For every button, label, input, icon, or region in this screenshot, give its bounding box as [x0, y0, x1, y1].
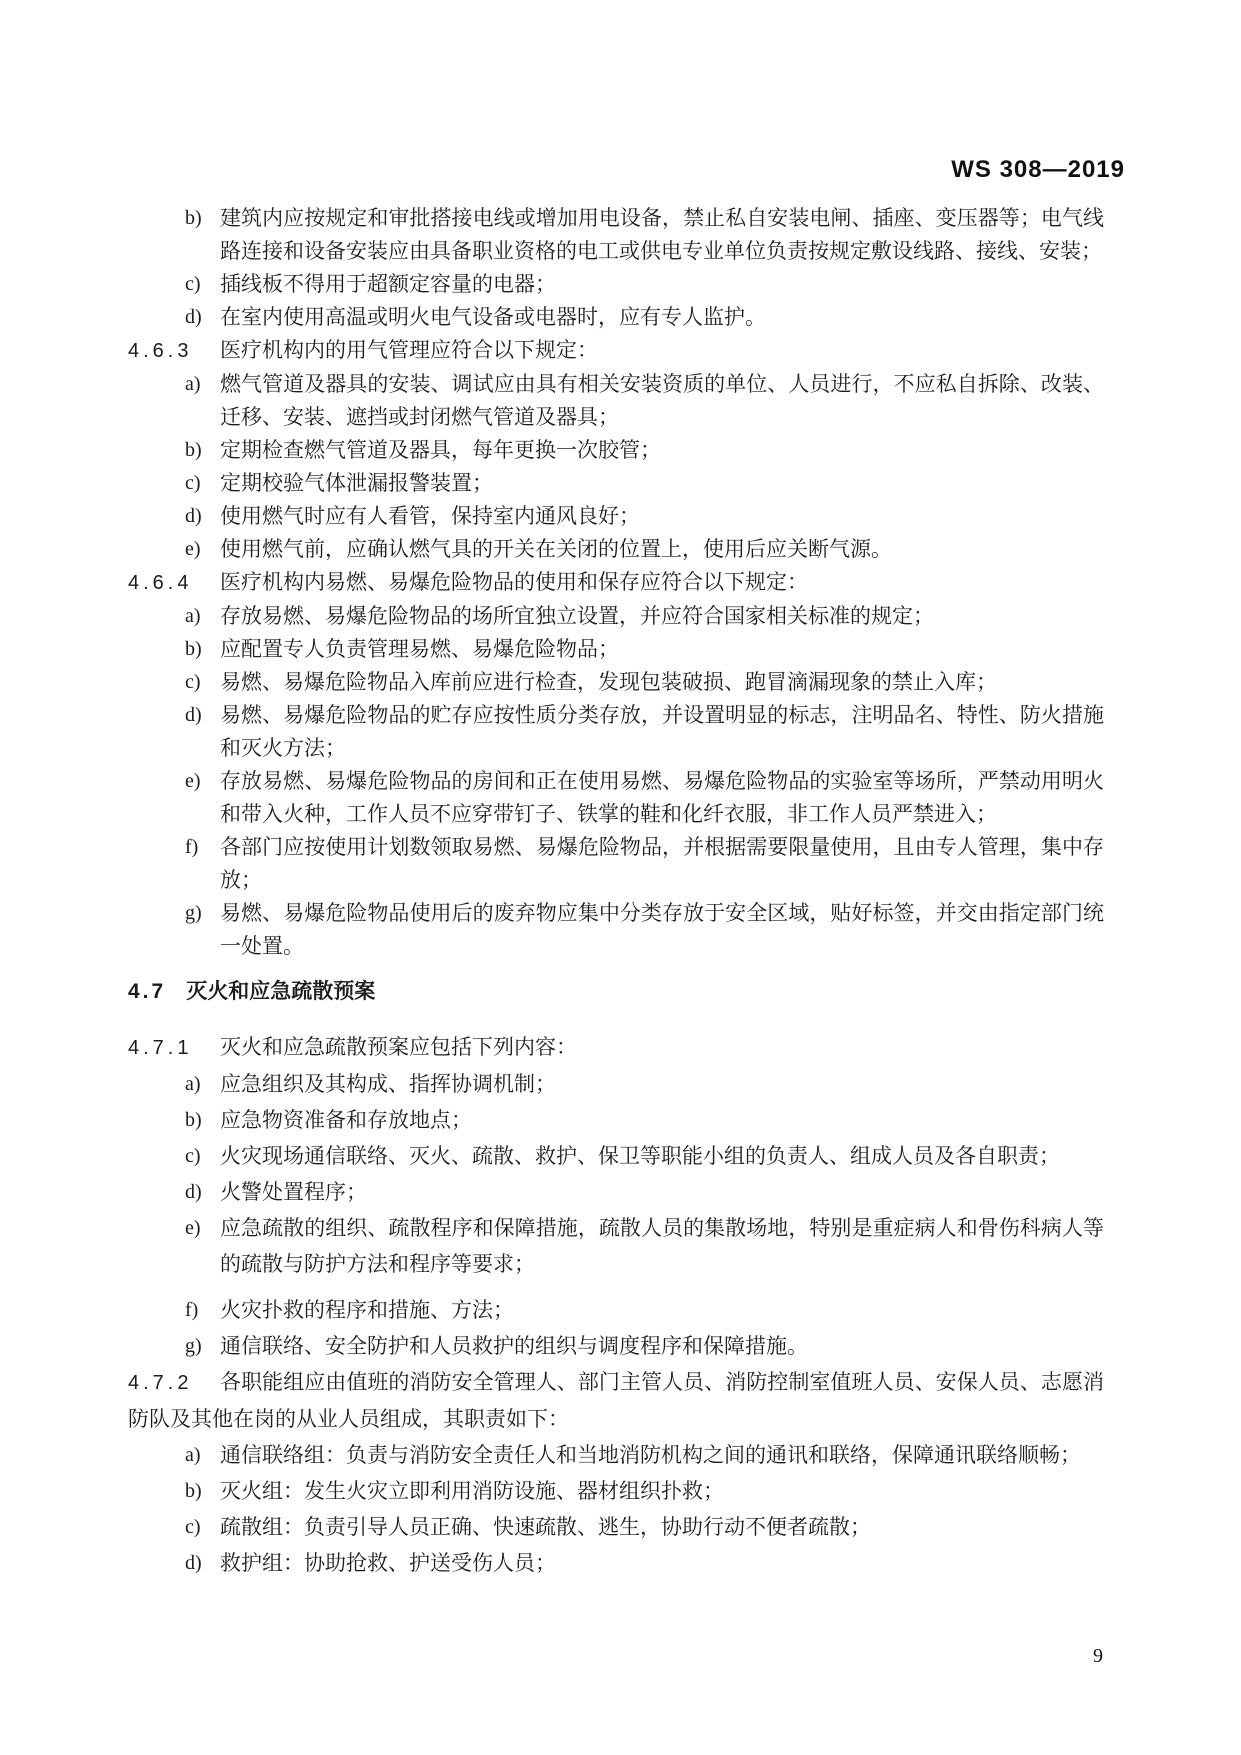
- list-item-label: a): [185, 373, 201, 395]
- list-item: [185, 268, 1104, 301]
- list-item-label: b): [185, 638, 202, 660]
- list-item-text: 使用燃气前，应确认燃气具的开关在关闭的位置上，使用后应关断气源。: [220, 537, 892, 561]
- list-item-text: 应配置专人负责管理易燃、易爆危险物品；: [220, 637, 619, 661]
- section-heading: [128, 974, 1104, 1010]
- list-item-label: g): [185, 1335, 202, 1357]
- clause-number: 4.6.3: [128, 340, 193, 362]
- list-item: [185, 1545, 1104, 1581]
- list-item-text: 易燃、易爆危险物品的贮存应按性质分类存放，并设置明显的标志，注明品名、特性、防火措施和灭火方法；: [220, 703, 1104, 760]
- list-item-text: 存放易燃、易爆危险物品的房间和正在使用易燃、易爆危险物品的实验室等场所，严禁动用明火和带入火种，工作人员不应穿带钉子、铁掌的鞋和化纤衣服，非工作人员严禁进入；: [220, 769, 1104, 826]
- list-item-text: 易燃、易爆危险物品使用后的废弃物应集中分类存放于安全区域，贴好标签，并交由指定部门统一处置。: [220, 901, 1104, 958]
- section-heading-text: 灭火和应急疏散预案: [186, 980, 376, 1003]
- doc-code: WS 308—2019: [951, 156, 1125, 183]
- clause-paragraph: [128, 566, 1104, 600]
- clause-paragraph: [128, 1364, 1104, 1437]
- list-item: [185, 765, 1104, 831]
- list-item-label: c): [185, 671, 201, 693]
- list-item-label: a): [185, 1444, 201, 1466]
- list-item-label: f): [185, 836, 199, 858]
- content-area: [128, 202, 1104, 1581]
- list-item: [185, 1066, 1104, 1102]
- list-item: [185, 1473, 1104, 1509]
- list-item-text: 建筑内应按规定和审批搭接电线或增加用电设备，禁止私自安装电闸、插座、变压器等；电气线路连接和设备安装应由具备职业资格的电工或供电专业单位负责按规定敷设线路、接线、安装；: [220, 206, 1104, 263]
- list-item-text: 火灾扑救的程序和措施、方法；: [220, 1298, 514, 1322]
- list-item-text: 存放易燃、易爆危险物品的场所宜独立设置，并应符合国家相关标准的规定；: [220, 604, 934, 628]
- list-item-label: b): [185, 1109, 202, 1131]
- list-item-label: d): [185, 704, 202, 726]
- list-item-label: e): [185, 770, 201, 792]
- list-item-label: d): [185, 1552, 202, 1574]
- list-item-text: 通信联络、安全防护和人员救护的组织与调度程序和保障措施。: [220, 1334, 808, 1358]
- list-item-label: c): [185, 273, 201, 295]
- list-item-label: b): [185, 439, 202, 461]
- clause-paragraph: [128, 1029, 1104, 1066]
- list-item: [185, 467, 1104, 500]
- list-item-text: 救护组：协助抢救、护送受伤人员；: [220, 1551, 556, 1575]
- list-item-label: c): [185, 472, 201, 494]
- list-item-text: 定期校验气体泄漏报警装置；: [220, 471, 493, 495]
- clause-number: 4.7.2: [128, 1372, 193, 1394]
- list-item: [185, 1437, 1104, 1473]
- clause-text: 医疗机构内的用气管理应符合以下规定：: [220, 338, 598, 362]
- list-item: [185, 1102, 1104, 1138]
- list-item: [185, 1174, 1104, 1210]
- list-item-text: 应急组织及其构成、指挥协调机制；: [220, 1072, 556, 1096]
- list-item-text: 应急物资准备和存放地点；: [220, 1108, 472, 1132]
- list-item: [185, 202, 1104, 268]
- list-item-label: a): [185, 1073, 201, 1095]
- clause-text: 灭火和应急疏散预案应包括下列内容：: [220, 1035, 577, 1059]
- list-item-text: 各部门应按使用计划数领取易燃、易爆危险物品，并根据需要限量使用，且由专人管理，集中存放；: [220, 835, 1104, 892]
- list-item: [185, 699, 1104, 765]
- list-item: [185, 600, 1104, 633]
- list-item: [185, 666, 1104, 699]
- list-item-text: 灭火组：发生火灾立即利用消防设施、器材组织扑救；: [220, 1479, 724, 1503]
- list-item: [185, 500, 1104, 533]
- list-item-label: b): [185, 207, 202, 229]
- list-item-text: 插线板不得用于超额定容量的电器；: [220, 272, 556, 296]
- list-item-text: 定期检查燃气管道及器具，每年更换一次胶管；: [220, 438, 661, 462]
- list-item-text: 疏散组：负责引导人员正确、快速疏散、逃生，协助行动不便者疏散；: [220, 1515, 871, 1539]
- list-item-label: d): [185, 505, 202, 527]
- list-item-label: b): [185, 1480, 202, 1502]
- clause-text: 各职能组应由值班的消防安全管理人、部门主管人员、消防控制室值班人员、安保人员、志愿消防队及其他在岗的从业人员组成，其职责如下：: [128, 1370, 1104, 1431]
- clause-paragraph: [128, 334, 1104, 368]
- list-item-text: 应急疏散的组织、疏散程序和保障措施，疏散人员的集散场地，特别是重症病人和骨伤科病人等的疏散与防护方法和程序等要求；: [220, 1216, 1104, 1276]
- clause-text: 医疗机构内易燃、易爆危险物品的使用和保存应符合以下规定：: [220, 570, 808, 594]
- list-item: [185, 1138, 1104, 1174]
- list-item-label: g): [185, 902, 202, 924]
- clause-number: 4.6.4: [128, 572, 193, 594]
- list-item: [185, 1210, 1104, 1282]
- list-item: [185, 831, 1104, 897]
- list-item: [185, 1328, 1104, 1364]
- list-item: [185, 1509, 1104, 1545]
- list-item-text: 易燃、易爆危险物品入库前应进行检查，发现包装破损、跑冒滴漏现象的禁止入库；: [220, 670, 997, 694]
- list-item-text: 通信联络组：负责与消防安全责任人和当地消防机构之间的通讯和联络，保障通讯联络顺畅；: [220, 1443, 1081, 1467]
- list-item-text: 在室内使用高温或明火电气设备或电器时，应有专人监护。: [220, 305, 766, 329]
- list-item-text: 燃气管道及器具的安装、调试应由具有相关安装资质的单位、人员进行，不应私自拆除、改装、迁移、安装、遮挡或封闭燃气管道及器具；: [220, 372, 1104, 429]
- list-item: [185, 1292, 1104, 1328]
- list-item-label: d): [185, 1181, 202, 1203]
- list-item: [185, 533, 1104, 566]
- list-item-label: c): [185, 1516, 201, 1538]
- list-item: [185, 897, 1104, 963]
- section-heading-number: 4.7: [128, 980, 167, 1003]
- page-number: 9: [1093, 1645, 1103, 1667]
- list-item: [185, 301, 1104, 334]
- list-item-text: 火警处置程序；: [220, 1180, 367, 1204]
- list-item: [185, 633, 1104, 666]
- list-item-label: a): [185, 605, 201, 627]
- list-item-label: c): [185, 1145, 201, 1167]
- list-item-label: e): [185, 538, 201, 560]
- list-item-label: f): [185, 1299, 199, 1321]
- clause-number: 4.7.1: [128, 1037, 193, 1059]
- list-item: [185, 434, 1104, 467]
- list-item-text: 火灾现场通信联络、灭火、疏散、救护、保卫等职能小组的负责人、组成人员及各自职责；: [220, 1144, 1060, 1168]
- list-item-label: d): [185, 306, 202, 328]
- list-item-label: e): [185, 1217, 201, 1239]
- list-item: [185, 368, 1104, 434]
- list-item-text: 使用燃气时应有人看管，保持室内通风良好；: [220, 504, 640, 528]
